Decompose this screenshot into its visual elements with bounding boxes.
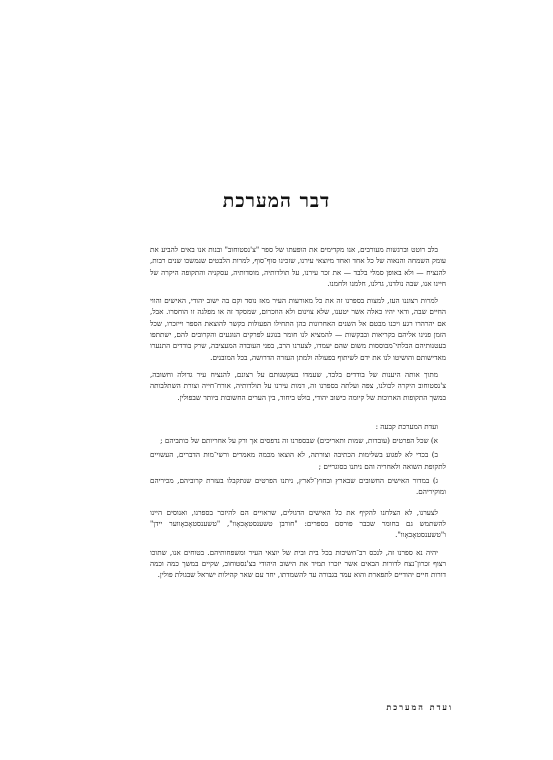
paragraph: למרות רצוננו העז, למצות בספרנו זה את כל מאורעות העיר מאז נוסד וקם בה ישוב יהודי, האישים והווי החיים שבה, ודאי יהיו כאלה אשר יטענו, שלא צוינום ולא הוזכרום, שמסקד זה או מפלגה זו הוחסרו. אבל, אם יהרהרו רגע ויכנו מבטם אל השנים האחרונות בהן התחילו הפעולות בקשר להוצאת הספר וייזכרו, שכל הזמן פנינו אליהם בקריאות ובבקשות — להמציא לנו חומר בנוגע לפרקים הנוגעים והקרובים להם, ישתתפו בעטנותיהם הבלתי־מבוססות משום שהם יעמדו, לצערנו הרב, בפני העובדה המעציבה, שרק בודדים התנערו מאדישותם והושיטו לנו את ידם לשיתוף בפעולה ולמתן העזרה הדרושה, בכל המובנים. [150, 296, 446, 362]
rule-item: ב) בכדי לא לפגוע בשלימות הכתיבה וצורתה, לא הוצאו מכמה מאמרים ורשי־מות הדברים, העשויים לתקופת השואה ולאחריה והם ניתנו בסוגריים ; [150, 450, 446, 471]
page-title: דבר המערכת [222, 190, 331, 212]
body-text [150, 244, 446, 586]
paragraph: בלב רוטט וברגשות מעורבים, אנו מקדימים את הופעתו של ספר "צ'נסטוחוב" ובנות אנו באים להביע את עומק השמחה והנאוה של כל אחד ואחד מיוצאי עירנו, שזכינו סוף־סוף, למרות הלבטים שנמשכו שנים רבות, להנציח — ולא באופן סמלי בלבד — את זכר עירנו, על תולדותיה, מוסדותיה, עסקניה והתקופה היקרה של חיינו אנו, שבה נולדנו, גדלנו, חלמנו ולחמנו. [150, 245, 446, 288]
rules-intro: ועדת המערכת קבעה : [375, 421, 438, 431]
paragraph: יהיה נא ספרנו זה, לנכס רב־חשיבות בכל בית ובית של יוצאי העיר ומשפחותיהם. בטוחים אנו, שתוכו רצוף זכרון־נצח לדורות הבאים אשר יזכרו תמיד את הישוב היהודי בצ'נסטוחוב, שקיים במשך כמה וכמה דורות חיים יהודיים לתפארת והוא עמד בגבורה עד להשמדתו, יחד עם שאר קהילות ישראל שבגולת פולין. [150, 547, 446, 580]
rule-item: א) שכל הפרטים (עובדות, שמות ותאריכים) שבספרנו זה נדפסים אך ורק על אחריותם של כותביהם ; [160, 436, 438, 446]
paragraph: לצערנו, לא הצלחנו להקיף את כל האישים הדגולים, שראויים הם להיזכר בספרנו, ואנוסים היינו להשתמש גם בחומר שכבר פורסם בספרים: "חורבן טשענסטאָכאָוו", "טשענסטאָכאָווער יידן" ו"טשענסטאָכאָוו". [150, 507, 446, 540]
signature: ועדת המערכת [386, 702, 453, 712]
paragraph: מתוך אותה היענות של בודדים בלבד, שעמדו בעקשנותם על רצונם, להנציח עיר גדולה וחשובה, צ'נסטוחוב היקרה לכולנו, צפה ועלתה בספרנו זה, דמות עירנו על תולדותיה, אורח־חייה וצורת השתלבותה במשך התקופות הארוכות של קיומה כישוב יהודי, בולט ביחוד, בין הערים החשובות ביותר שבפולין. [150, 369, 446, 402]
rule-item: ג) במדור האישים החשובים שבארץ ובחוץ־לארץ, ניתנו הפרטים שנתקבלו בעזרת קרוביהם, מכיריהם ומוקיריהם. [150, 476, 446, 497]
